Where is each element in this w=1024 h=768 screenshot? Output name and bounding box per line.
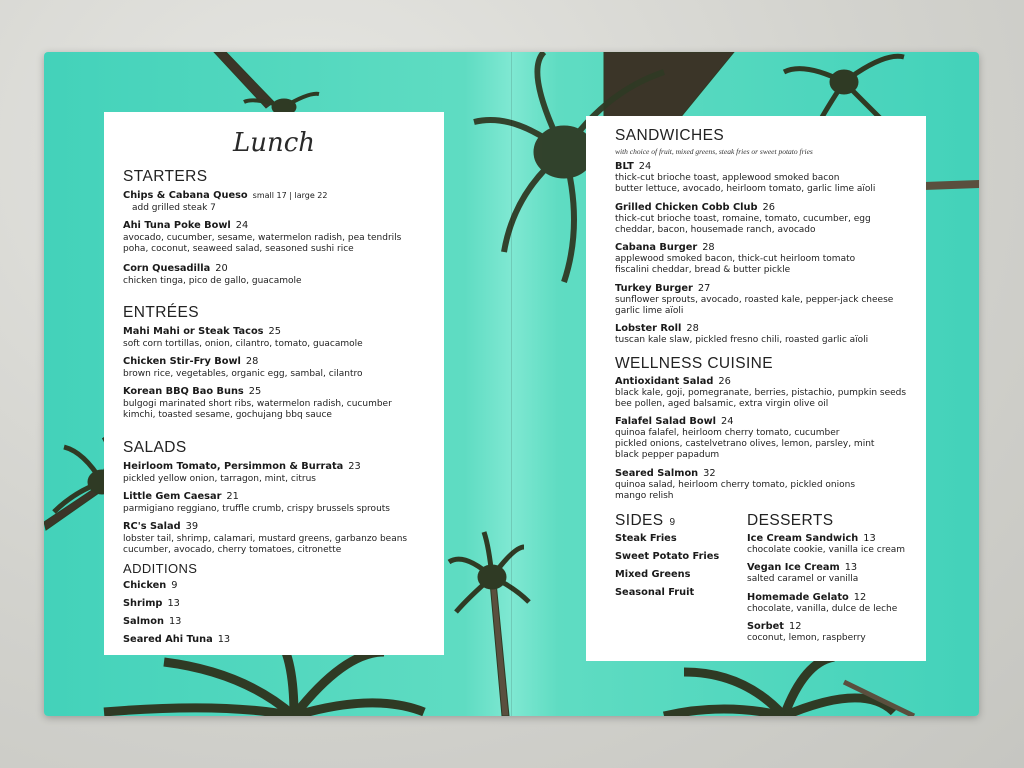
menu-item-desc: chocolate, vanilla, dulce de leche (747, 604, 898, 614)
menu-item-desc: quinoa salad, heirloom cherry tomato, pickled onions (615, 480, 856, 490)
section-heading-desserts: DESSERTS (747, 512, 834, 529)
menu-item-desc: black pepper papadum (615, 450, 720, 460)
menu-item-name: Antioxidant Salad 26 (615, 376, 731, 387)
menu-item-name: Seared Salmon 32 (615, 468, 716, 479)
menu-item-name: RC's Salad 39 (123, 521, 199, 532)
menu-item-name: Little Gem Caesar 21 (123, 491, 239, 502)
menu-item-desc: lobster tail, shrimp, calamari, mustard greens, garbanzo beans (123, 534, 408, 544)
menu-item-name: Mixed Greens (615, 569, 691, 580)
lunch-menu-page (104, 112, 444, 655)
menu-item-desc: fiscalini cheddar, bread & butter pickle (615, 265, 791, 275)
menu-item-name: Sorbet 12 (747, 621, 802, 632)
menu-item-desc: chocolate cookie, vanilla ice cream (747, 545, 906, 555)
fold-line (511, 52, 512, 716)
menu-item-desc: tuscan kale slaw, pickled fresno chili, roasted garlic aïoli (615, 335, 869, 345)
section-heading-sides: SIDES 9 (615, 512, 676, 529)
menu-item-name: Lobster Roll 28 (615, 323, 699, 334)
section-subheading: with choice of fruit, mixed greens, steak fries or sweet potato fries (615, 147, 813, 156)
menu-item-name: Chicken 9 (123, 580, 178, 591)
menu-item-desc: bee pollen, aged balsamic, extra virgin olive oil (615, 399, 829, 409)
menu-item-desc: quinoa falafel, heirloom cherry tomato, cucumber (615, 428, 840, 438)
menu-item-name: Cabana Burger 28 (615, 242, 715, 253)
menu-item-desc: garlic lime aïoli (615, 306, 684, 316)
menu-item-name: Corn Quesadilla 20 (123, 263, 228, 274)
menu-item-name: Sweet Potato Fries (615, 551, 720, 562)
menu-item-desc: brown rice, vegetables, organic egg, sambal, cilantro (123, 369, 363, 379)
menu-item-name: Steak Fries (615, 533, 677, 544)
section-heading-sandwiches: SANDWICHES (615, 127, 725, 144)
menu-item-name: Seared Ahi Tuna 13 (123, 634, 231, 645)
menu-item-name: Turkey Burger 27 (615, 283, 711, 294)
menu-item-desc: pickled yellow onion, tarragon, mint, citrus (123, 474, 316, 484)
menu-item-desc: kimchi, toasted sesame, gochujang bbq sauce (123, 410, 332, 420)
menu-item-desc: mango relish (615, 491, 674, 501)
menu-item-desc: cheddar, bacon, housemade ranch, avocado (615, 225, 816, 235)
menu-title: Lunch (232, 128, 316, 158)
menu-item-name: Korean BBQ Bao Buns 25 (123, 386, 262, 397)
menu-item-name: Ice Cream Sandwich 13 (747, 533, 876, 544)
menu-item-desc: pickled onions, castelvetrano olives, lemon, parsley, mint (615, 439, 875, 449)
menu-item-name: Vegan Ice Cream 13 (747, 562, 858, 573)
section-heading-entrees: ENTRÉES (123, 304, 200, 321)
menu-item-name: Homemade Gelato 12 (747, 592, 867, 603)
menu-item-desc: applewood smoked bacon, thick-cut heirloom tomato (615, 254, 856, 264)
menu-item-name: Falafel Salad Bowl 24 (615, 416, 734, 427)
menu-item-name: Mahi Mahi or Steak Tacos 25 (123, 326, 281, 337)
menu-item-desc: sunflower sprouts, avocado, roasted kale, pepper-jack cheese (615, 295, 894, 305)
menu-item-name: Chips & Cabana Queso small 17 | large 22 (123, 190, 328, 201)
section-heading-salads: SALADS (123, 439, 187, 456)
menu-item-desc: poha, coconut, seaweed salad, seasoned sushi rice (123, 244, 354, 254)
menu-item-desc: parmigiano reggiano, truffle crumb, crispy brussels sprouts (123, 504, 390, 514)
menu-item-desc: coconut, lemon, raspberry (747, 633, 866, 643)
menu-item-name: Chicken Stir-Fry Bowl 28 (123, 356, 259, 367)
menu-item-desc: butter lettuce, avocado, heirloom tomato, garlic lime aïoli (615, 184, 876, 194)
section-heading-additions: ADDITIONS (123, 561, 198, 576)
menu-item-desc: add grilled steak 7 (132, 203, 216, 213)
menu-item-desc: salted caramel or vanilla (747, 574, 859, 584)
menu-item-name: Heirloom Tomato, Persimmon & Burrata 23 (123, 461, 361, 472)
menu-item-name: Seasonal Fruit (615, 587, 695, 598)
section-heading-starters: STARTERS (123, 168, 208, 185)
menu-item-desc: soft corn tortillas, onion, cilantro, tomato, guacamole (123, 339, 363, 349)
menu-item-desc: thick-cut brioche toast, applewood smoked bacon (615, 173, 840, 183)
menu-item-desc: avocado, cucumber, sesame, watermelon radish, pea tendrils (123, 233, 402, 243)
menu-item-desc: thick-cut brioche toast, romaine, tomato, cucumber, egg (615, 214, 871, 224)
menu-item-desc: black kale, goji, pomegranate, berries, pistachio, pumpkin seeds (615, 388, 907, 398)
menu-item-name: Salmon 13 (123, 616, 182, 627)
menu-item-desc: bulgogi marinated short ribs, watermelon radish, cucumber (123, 399, 392, 409)
menu-item-name: Shrimp 13 (123, 598, 180, 609)
menu-item-name: Ahi Tuna Poke Bowl 24 (123, 220, 249, 231)
menu-item-name: BLT 24 (615, 161, 652, 172)
menu-item-desc: chicken tinga, pico de gallo, guacamole (123, 276, 302, 286)
menu-item-desc: cucumber, avocado, cherry tomatoes, citronette (123, 545, 342, 555)
sandwiches-menu-page (586, 116, 926, 661)
menu-item-name: Grilled Chicken Cobb Club 26 (615, 202, 775, 213)
section-heading-wellness: WELLNESS CUISINE (615, 355, 773, 372)
